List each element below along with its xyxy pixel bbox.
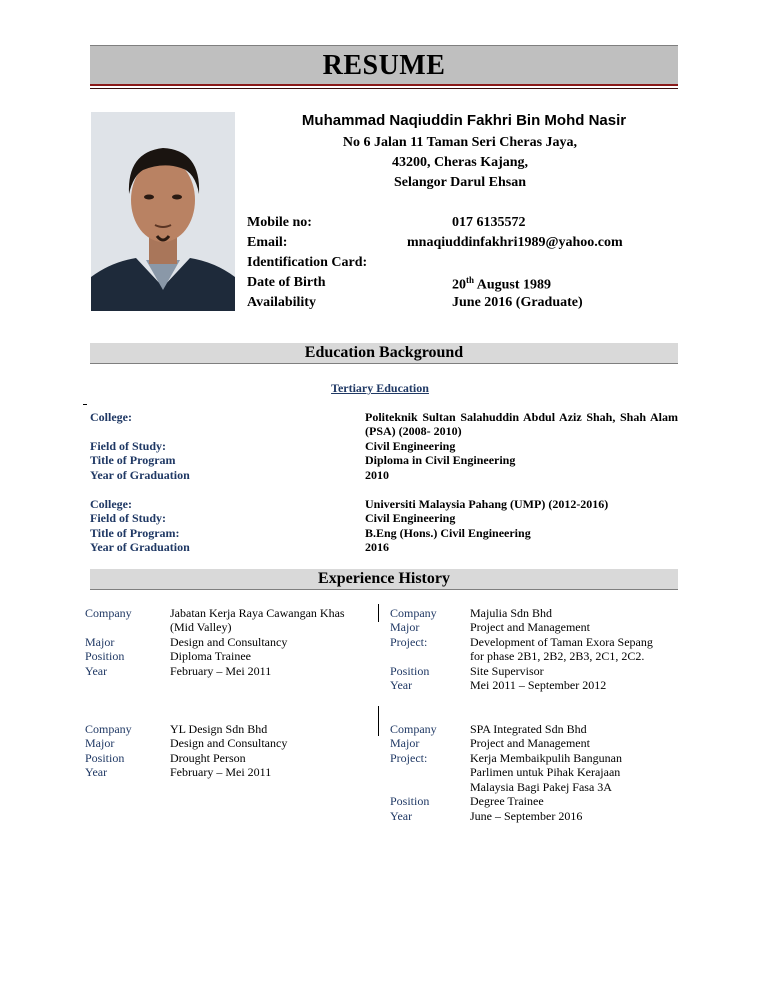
- availability-value: June 2016 (Graduate): [452, 295, 583, 310]
- exp4-major-label: Major: [390, 736, 420, 750]
- edu1-college: Politeknik Sultan Salahuddin Abdul Aziz Shah, Shah Alam (PSA) (2008- 2010): [365, 410, 678, 438]
- exp3-company: YL Design Sdn Bhd: [170, 722, 268, 736]
- dob-label: Date of Birth: [247, 275, 326, 290]
- exp4-major: Project and Management: [470, 736, 590, 750]
- education-heading: Education Background: [304, 344, 464, 361]
- exp1-major-label: Major: [85, 635, 115, 649]
- exp2-company-label: Company: [390, 606, 437, 620]
- exp1-company-cont: (Mid Valley): [170, 620, 232, 634]
- exp-divider-2: [378, 706, 379, 736]
- dob-suffix: th: [466, 275, 475, 285]
- exp2-year: Mei 2011 – September 2012: [470, 678, 607, 692]
- edu1-field-label: Field of Study:: [90, 439, 167, 453]
- exp4-project-line-3: Malaysia Bagi Pakej Fasa 3A: [470, 780, 612, 794]
- exp-divider-1: [378, 604, 379, 622]
- exp2-position: Site Supervisor: [470, 664, 544, 678]
- address-line-3: Selangor Darul Ehsan: [394, 175, 526, 190]
- exp4-year-label: Year: [390, 809, 413, 823]
- exp1-position: Diploma Trainee: [170, 649, 251, 663]
- exp4-project-line-2: Parlimen untuk Pihak Kerajaan: [470, 765, 621, 779]
- dob-value: [452, 275, 551, 294]
- exp4-project-line-1: Kerja Membaikpulih Bangunan: [470, 751, 622, 765]
- exp2-project-line-2: for phase 2B1, 2B2, 2B3, 2C1, 2C2.: [470, 649, 645, 663]
- dob-rest: August 1989: [474, 277, 552, 293]
- edu1-program-label: Title of Program: [90, 453, 176, 467]
- edu2-college: Universiti Malaysia Pahang (UMP) (2012-2016): [365, 497, 609, 511]
- edu1-year: 2010: [365, 468, 389, 482]
- edu1-year-label: Year of Graduation: [90, 468, 190, 482]
- portrait-image: [91, 112, 235, 311]
- edu2-program: B.Eng (Hons.) Civil Engineering: [365, 526, 531, 540]
- exp2-year-label: Year: [390, 678, 413, 692]
- full-name: Muhammad Naqiuddin Fakhri Bin Mohd Nasir: [301, 112, 627, 129]
- exp1-company: Jabatan Kerja Raya Cawangan Khas: [170, 606, 345, 620]
- mobile-label: Mobile no:: [247, 215, 312, 230]
- edu2-field: Civil Engineering: [365, 511, 456, 525]
- exp1-major: Design and Consultancy: [170, 635, 288, 649]
- exp3-major-label: Major: [85, 736, 115, 750]
- mobile-value: 017 6135572: [452, 215, 526, 230]
- education-heading-bar: [90, 343, 678, 364]
- exp1-position-label: Position: [85, 649, 125, 663]
- exp2-project-line-1: Development of Taman Exora Sepang: [470, 635, 653, 649]
- experience-heading-bar: [90, 569, 678, 590]
- exp2-company: Majulia Sdn Bhd: [470, 606, 553, 620]
- resume-title: RESUME: [322, 50, 446, 81]
- exp2-project-label: Project:: [390, 635, 428, 649]
- exp4-year: June – September 2016: [470, 809, 583, 823]
- exp1-company-label: Company: [85, 606, 132, 620]
- exp3-position: Drought Person: [170, 751, 246, 765]
- edu2-year-label: Year of Graduation: [90, 540, 190, 554]
- profile-photo: [91, 112, 235, 311]
- exp3-year: February – Mei 2011: [170, 765, 272, 779]
- exp3-major: Design and Consultancy: [170, 736, 288, 750]
- edu2-program-label: Title of Program:: [90, 526, 180, 540]
- edu2-year: 2016: [365, 540, 389, 554]
- edu1-field: Civil Engineering: [365, 439, 456, 453]
- exp2-position-label: Position: [390, 664, 430, 678]
- exp4-company-label: Company: [390, 722, 437, 736]
- address-line-1: No 6 Jalan 11 Taman Seri Cheras Jaya,: [342, 135, 578, 150]
- exp4-company: SPA Integrated Sdn Bhd: [470, 722, 587, 736]
- exp1-year-label: Year: [85, 664, 108, 678]
- ic-label: Identification Card:: [247, 255, 368, 270]
- edu2-field-label: Field of Study:: [90, 511, 167, 525]
- stray-dash: [83, 404, 87, 405]
- title-rule-dark: [90, 88, 678, 89]
- exp4-position: Degree Trainee: [470, 794, 544, 808]
- resume-title-bar: [90, 45, 678, 84]
- title-rule-red: [90, 84, 678, 86]
- exp4-project-label: Project:: [390, 751, 428, 765]
- edu1-program: Diploma in Civil Engineering: [365, 453, 516, 467]
- email-label: Email:: [247, 235, 288, 250]
- tertiary-education-subheading: Tertiary Education: [331, 381, 429, 395]
- edu2-college-label: College:: [90, 497, 132, 511]
- edu1-college-label: College:: [90, 410, 132, 424]
- dob-day: 20: [452, 277, 466, 293]
- exp3-position-label: Position: [85, 751, 125, 765]
- exp1-year: February – Mei 2011: [170, 664, 272, 678]
- exp4-position-label: Position: [390, 794, 430, 808]
- exp2-major: Project and Management: [470, 620, 590, 634]
- availability-label: Availability: [247, 295, 316, 310]
- exp3-company-label: Company: [85, 722, 132, 736]
- address-line-2: 43200, Cheras Kajang,: [391, 155, 529, 170]
- experience-heading: Experience History: [318, 570, 450, 587]
- exp2-major-label: Major: [390, 620, 420, 634]
- email-value: mnaqiuddinfakhri1989@yahoo.com: [407, 235, 623, 250]
- exp3-year-label: Year: [85, 765, 108, 779]
